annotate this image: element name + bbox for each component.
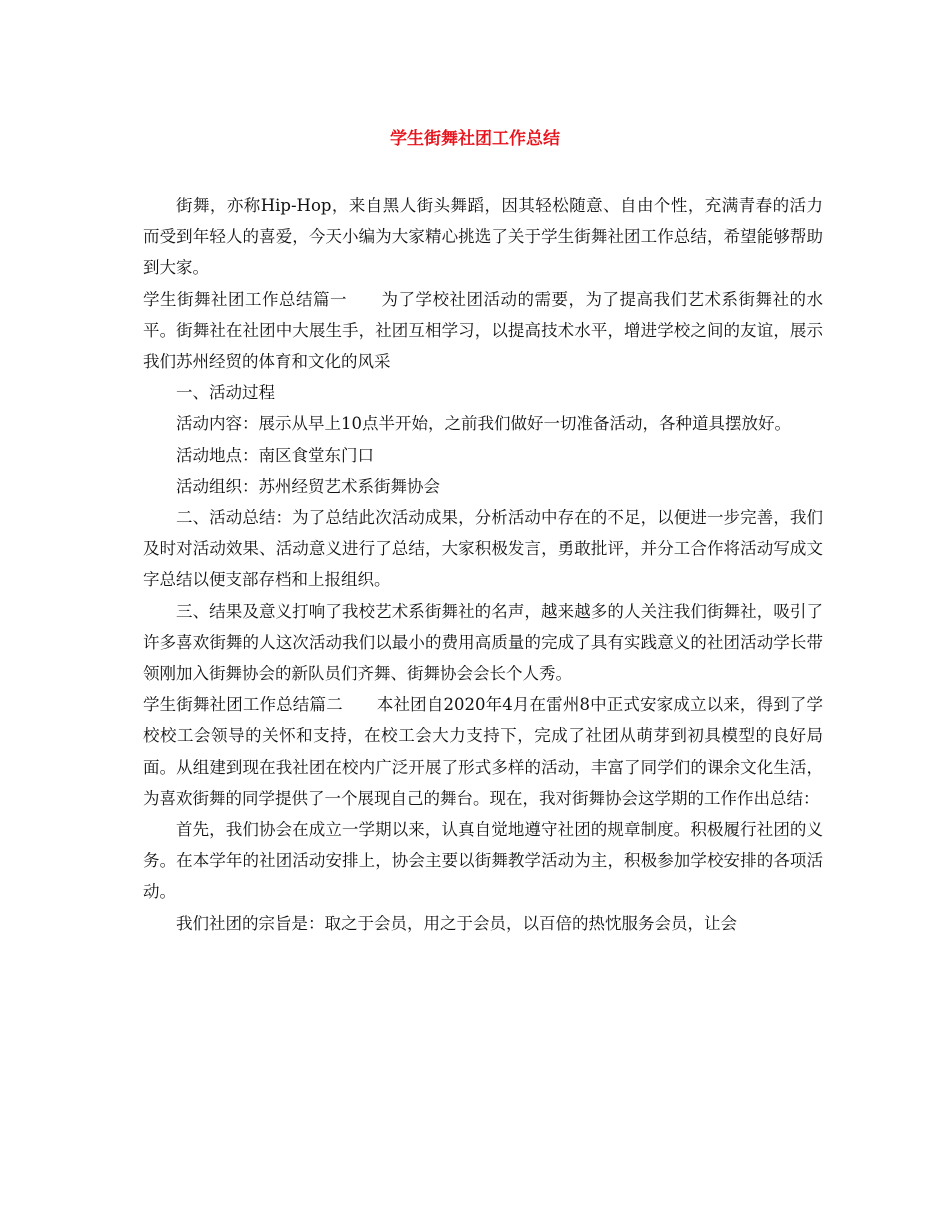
purpose-paragraph: 我们社团的宗旨是：取之于会员，用之于会员，以百倍的热忱服务会员，让会 (176, 913, 737, 933)
document-body (143, 190, 823, 939)
first-point-paragraph: 首先，我们协会在成立一学期以来，认真自觉地遵守社团的规章制度。积极履行社团的义务。在本学年的社团活动安排上，协会主要以街舞教学活动为主，积极参加学校安排的各项活动。 (143, 820, 823, 902)
section1-paragraph (143, 284, 823, 378)
document-title: 学生街舞社团工作总结 (390, 129, 560, 149)
activity-content-paragraph: 活动内容：展示从早上10点半开始，之前我们做好一切准备活动，各种道具摆放好。 (176, 414, 791, 434)
section2-paragraph (143, 689, 823, 814)
intro-paragraph: 街舞，亦称Hip-Hop，来自黑人街头舞蹈，因其轻松随意、自由个性，充满青春的活力而受到年轻人的喜爱，今天小编为大家精心挑选了关于学生街舞社团工作总结，希望能够帮助到大家。 (143, 196, 823, 278)
result-meaning-paragraph: 三、结果及意义打响了我校艺术系街舞社的名声，越来越多的人关注我们街舞社，吸引了许多喜欢街舞的人这次活动我们以最小的费用高质量的完成了具有实践意义的社团活动学长带领刚加入街舞协会的新队员们齐舞、街舞协会会长个人秀。 (143, 601, 823, 684)
activity-location-paragraph: 活动地点：南区食堂东门口 (176, 445, 374, 465)
section1-heading: 学生街舞社团工作总结篇一 (143, 289, 347, 309)
activity-process-heading: 一、活动过程 (176, 383, 275, 403)
activity-organizer-paragraph: 活动组织：苏州经贸艺术系街舞协会 (176, 476, 440, 496)
activity-summary-paragraph: 二、活动总结：为了总结此次活动成果，分析活动中存在的不足，以便进一步完善，我们及时对活动效果、活动意义进行了总结，大家积极发言，勇敢批评，并分工合作将活动写成文字总结以便支部存档和上报组织。 (143, 508, 823, 590)
section1-text: 为了学校社团活动的需要，为了提高我们艺术系街舞社的水平。街舞社在社团中大展生手，社团互相学习，以提高技术水平，增进学校之间的友谊，展示我们苏州经贸的体育和文化的风采 (143, 289, 823, 372)
section2-heading: 学生街舞社团工作总结篇二 (143, 695, 343, 715)
section2-text: 本社团自2020年4月在雷州8中正式安家成立以来，得到了学校校工会领导的关怀和支持，在校工会大力支持下，完成了社团从萌芽到初具模型的良好局面。从组建到现在我社团在校内广泛开展了形式多样的活动，丰富了同学们的课余文化生活，为喜欢街舞的同学提供了一个展现自己的舞台。现在，我对街舞协会这学期的工作作出总结： (143, 695, 824, 808)
